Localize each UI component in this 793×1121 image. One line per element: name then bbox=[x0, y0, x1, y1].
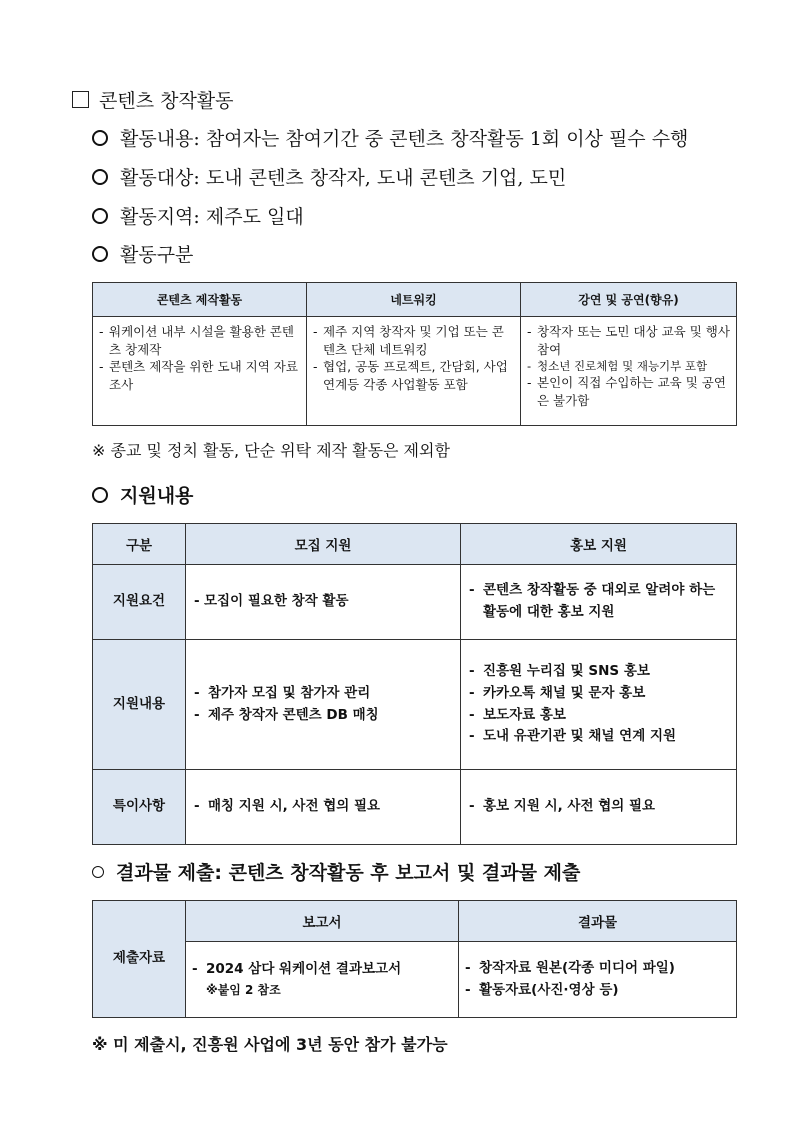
section-title: 콘텐츠 창작활동 bbox=[99, 90, 234, 112]
circle-bullet-icon bbox=[92, 208, 108, 224]
bullet-activity-content: 활동내용: 참여자는 참여기간 중 콘텐츠 창작활동 1회 이상 필수 수행 bbox=[92, 124, 688, 151]
table-cell: - 참가자 모집 및 참가자 관리 - 제주 창작자 콘텐츠 DB 매칭 bbox=[186, 640, 461, 770]
table-row bbox=[93, 565, 737, 640]
table-header: 강연 및 공연(향유) bbox=[521, 283, 737, 317]
row-label: 지원요건 bbox=[93, 565, 186, 640]
row-label: 지원내용 bbox=[93, 640, 186, 770]
support-table bbox=[92, 523, 737, 845]
table-cell: - 2024 삼다 워케이션 결과보고서 ※붙임 2 참조 bbox=[186, 942, 459, 1018]
table-cell: - 홍보 지원 시, 사전 협의 필요 bbox=[461, 770, 737, 845]
table-cell bbox=[307, 317, 521, 426]
circle-bullet-icon bbox=[92, 130, 108, 146]
table-header: 보고서 bbox=[186, 901, 459, 942]
section-header bbox=[72, 86, 234, 113]
list-item: - 제주 지역 창작자 및 기업 또는 콘텐츠 단체 네트워킹 bbox=[313, 324, 504, 357]
list-item: - 본인이 직접 수입하는 교육 및 공연은 불가함 bbox=[527, 375, 726, 408]
list-item: - 협업, 공동 프로젝트, 간담회, 사업연계등 각종 사업활동 포함 bbox=[313, 359, 508, 392]
circle-bullet-icon bbox=[92, 866, 104, 878]
table-cell: - 모집이 필요한 창작 활동 bbox=[186, 565, 461, 640]
list-item: - 창작자 또는 도민 대상 교육 및 행사 참여 bbox=[527, 324, 730, 357]
support-heading: 지원내용 bbox=[92, 481, 193, 508]
circle-bullet-icon bbox=[92, 169, 108, 185]
table-cell: - 진흥원 누리집 및 SNS 홍보 - 카카오톡 채널 및 문자 홍보 - 보도자료 홍보 - 도내 유관기관 및 채널 연계 지원 bbox=[461, 640, 737, 770]
table-row bbox=[93, 640, 737, 770]
table-header: 콘텐츠 제작활동 bbox=[93, 283, 307, 317]
submission-table bbox=[92, 900, 737, 1018]
circle-bullet-icon bbox=[92, 246, 108, 262]
row-label: 특이사항 bbox=[93, 770, 186, 845]
table-header: 홍보 지원 bbox=[461, 524, 737, 565]
table-cell bbox=[521, 317, 737, 426]
table-header: 네트워킹 bbox=[307, 283, 521, 317]
table-row bbox=[93, 770, 737, 845]
exclusion-note: ※ 종교 및 정치 활동, 단순 위탁 제작 활동은 제외함 bbox=[92, 441, 450, 460]
table-cell: - 창작자료 원본(각종 미디어 파일) - 활동자료(사진·영상 등) bbox=[459, 942, 737, 1018]
bullet-activity-region: 활동지역: 제주도 일대 bbox=[92, 202, 304, 229]
list-item: - 콘텐츠 제작을 위한 도내 지역 자료조사 bbox=[99, 359, 298, 392]
list-item: - 청소년 진로체험 및 재능기부 포함 bbox=[527, 359, 708, 373]
circle-bullet-icon bbox=[92, 487, 108, 503]
table-cell bbox=[93, 317, 307, 426]
penalty-note: ※ 미 제출시, 진흥원 사업에 3년 동안 참가 불가능 bbox=[92, 1035, 448, 1054]
result-heading: 결과물 제출: 콘텐츠 창작활동 후 보고서 및 결과물 제출 bbox=[92, 858, 580, 885]
activity-type-table bbox=[92, 282, 737, 426]
report-reference: ※붙임 2 참조 bbox=[206, 982, 281, 997]
checkbox-icon bbox=[72, 91, 89, 108]
table-cell: - 매칭 지원 시, 사전 협의 필요 bbox=[186, 770, 461, 845]
row-label: 제출자료 bbox=[93, 901, 186, 1018]
table-cell: - 콘텐츠 창작활동 중 대외로 알려야 하는 활동에 대한 홍보 지원 bbox=[461, 565, 737, 640]
table-header: 모집 지원 bbox=[186, 524, 461, 565]
table-header: 구분 bbox=[93, 524, 186, 565]
bullet-activity-target: 활동대상: 도내 콘텐츠 창작자, 도내 콘텐츠 기업, 도민 bbox=[92, 163, 566, 190]
bullet-activity-type: 활동구분 bbox=[92, 240, 193, 267]
list-item: - 워케이션 내부 시설을 활용한 콘텐츠 창제작 bbox=[99, 324, 294, 357]
table-header: 결과물 bbox=[459, 901, 737, 942]
